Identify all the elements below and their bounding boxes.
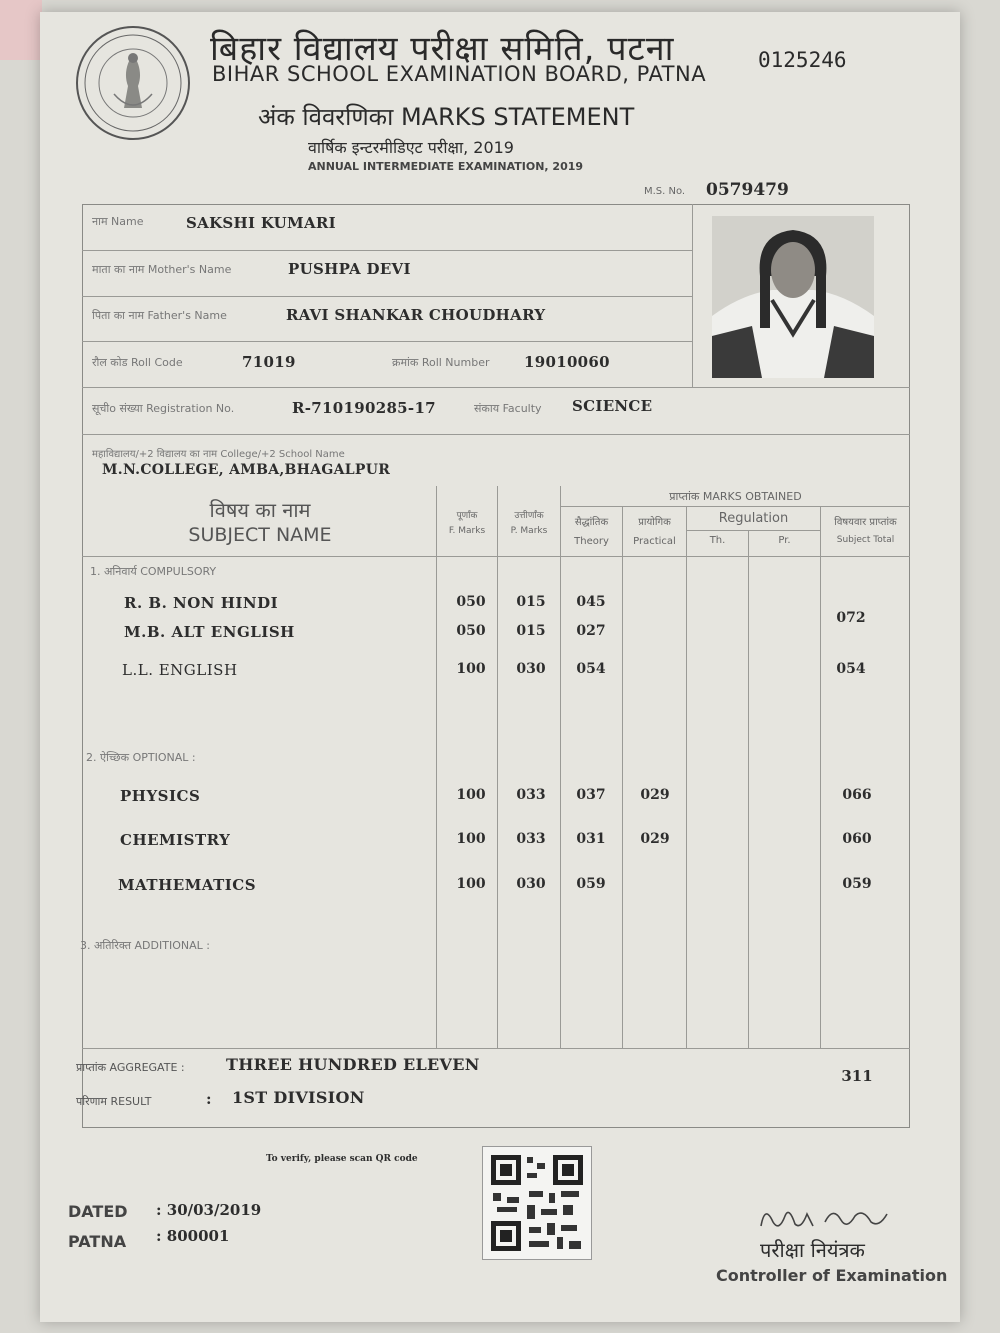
exam-name-hindi: वार्षिक इन्टरमीडिएट परीक्षा, 2019 bbox=[308, 138, 514, 157]
divider bbox=[560, 486, 561, 1048]
faculty-label: संकाय Faculty bbox=[474, 402, 542, 415]
place-label: PATNA bbox=[68, 1232, 127, 1251]
mother-name-label: माता का नाम Mother's Name bbox=[92, 263, 232, 276]
place-value: : 800001 bbox=[156, 1227, 230, 1245]
divider bbox=[82, 341, 692, 342]
subject-header-english: SUBJECT NAME bbox=[188, 524, 332, 546]
verify-instruction: To verify, please scan QR code bbox=[266, 1154, 418, 1164]
additional-section-label: 3. अतिरिक्त ADDITIONAL : bbox=[80, 939, 210, 952]
theory-marks: 031 bbox=[576, 831, 606, 847]
theory-marks: 059 bbox=[576, 876, 606, 892]
pass-marks-header: P. Marks bbox=[510, 526, 548, 536]
divider bbox=[82, 434, 910, 435]
regulation-theory-header: Th. bbox=[709, 535, 726, 546]
subject-total: 059 bbox=[842, 876, 872, 892]
subject-total-header-hindi: विषयवार प्राप्तांक bbox=[834, 517, 897, 528]
theory-marks: 045 bbox=[576, 594, 606, 610]
controller-title-hindi: परीक्षा नियंत्रक bbox=[760, 1238, 865, 1262]
divider bbox=[686, 530, 820, 531]
father-name-label: पिता का नाम Father's Name bbox=[92, 309, 227, 322]
subject-total-header: Subject Total bbox=[836, 535, 895, 545]
divider bbox=[560, 506, 910, 507]
board-name-hindi: बिहार विद्यालय परीक्षा समिति, पटना bbox=[210, 29, 675, 69]
subject-name: CHEMISTRY bbox=[120, 831, 231, 849]
registration-number: R-710190285-17 bbox=[292, 399, 436, 417]
result: 1ST DIVISION bbox=[232, 1088, 365, 1107]
ms-no-value: 0579479 bbox=[706, 180, 789, 200]
subject-header-hindi: विषय का नाम bbox=[209, 498, 311, 522]
divider bbox=[436, 486, 437, 1048]
divider bbox=[748, 530, 749, 1048]
background-corner bbox=[0, 0, 42, 60]
divider bbox=[82, 250, 692, 251]
full-marks: 050 bbox=[456, 623, 486, 639]
pass-marks: 015 bbox=[516, 623, 546, 639]
combined-subject-total: 072 bbox=[836, 610, 866, 626]
faculty: SCIENCE bbox=[572, 397, 653, 415]
student-name: SAKSHI KUMARI bbox=[186, 214, 336, 232]
divider bbox=[686, 506, 687, 1048]
controller-title: Controller of Examination bbox=[716, 1266, 948, 1285]
aggregate-total: 311 bbox=[841, 1067, 873, 1085]
mother-name: PUSHPA DEVI bbox=[288, 260, 411, 278]
pass-marks: 030 bbox=[516, 876, 546, 892]
student-photo bbox=[712, 216, 874, 378]
result-separator: : bbox=[206, 1090, 212, 1108]
ms-no-label: M.S. No. bbox=[644, 186, 686, 197]
practical-header-hindi: प्रायोगिक bbox=[638, 517, 671, 528]
divider bbox=[692, 204, 693, 387]
dated-label: DATED bbox=[68, 1202, 128, 1221]
marks-obtained-header: प्राप्तांक MARKS OBTAINED bbox=[669, 490, 802, 503]
divider bbox=[622, 506, 623, 1048]
pass-marks: 033 bbox=[516, 787, 546, 803]
divider bbox=[82, 387, 910, 388]
document-title: अंक विवरणिका MARKS STATEMENT bbox=[258, 103, 635, 131]
pass-marks: 030 bbox=[516, 661, 546, 677]
qr-code bbox=[482, 1146, 592, 1260]
roll-code-label: रौल कोड Roll Code bbox=[92, 356, 183, 369]
board-seal-icon bbox=[74, 24, 192, 142]
roll-code: 71019 bbox=[242, 353, 296, 371]
subject-name: MATHEMATICS bbox=[118, 876, 257, 894]
full-marks: 100 bbox=[456, 876, 486, 892]
practical-marks: 029 bbox=[640, 787, 670, 803]
dated-value: : 30/03/2019 bbox=[156, 1201, 262, 1219]
full-marks: 100 bbox=[456, 831, 486, 847]
pass-marks-header-hindi: उत्तीर्णांक bbox=[514, 511, 544, 521]
subject-name: PHYSICS bbox=[120, 787, 201, 805]
subject-total: 054 bbox=[836, 661, 866, 677]
divider bbox=[82, 1048, 910, 1049]
practical-marks: 029 bbox=[640, 831, 670, 847]
compulsory-section-label: 1. अनिवार्य COMPULSORY bbox=[90, 565, 217, 578]
full-marks: 100 bbox=[456, 661, 486, 677]
full-marks-header: F. Marks bbox=[448, 526, 486, 536]
subject-name: L.L. ENGLISH bbox=[122, 661, 238, 679]
pass-marks: 015 bbox=[516, 594, 546, 610]
full-marks: 100 bbox=[456, 787, 486, 803]
theory-header: Theory bbox=[574, 536, 609, 547]
divider bbox=[82, 296, 692, 297]
aggregate-label: प्राप्तांक AGGREGATE : bbox=[76, 1061, 185, 1074]
college-name: M.N.COLLEGE, AMBA,BHAGALPUR bbox=[102, 462, 391, 478]
name-label: नाम Name bbox=[92, 215, 144, 228]
regulation-header: Regulation bbox=[718, 511, 789, 526]
practical-header: Practical bbox=[633, 536, 676, 547]
full-marks: 050 bbox=[456, 594, 486, 610]
result-label: परिणाम RESULT bbox=[76, 1095, 152, 1108]
divider bbox=[82, 556, 910, 557]
divider bbox=[820, 506, 821, 1048]
father-name: RAVI SHANKAR CHOUDHARY bbox=[286, 306, 546, 324]
theory-marks: 054 bbox=[576, 661, 606, 677]
theory-header-hindi: सैद्धांतिक bbox=[574, 517, 609, 528]
full-marks-header-hindi: पूर्णांक bbox=[456, 511, 478, 521]
serial-number: 0125246 bbox=[758, 48, 847, 72]
exam-name-english: ANNUAL INTERMEDIATE EXAMINATION, 2019 bbox=[308, 160, 584, 173]
subject-name: M.B. ALT ENGLISH bbox=[124, 623, 295, 641]
registration-label: सूचीo संख्या Registration No. bbox=[92, 402, 235, 415]
aggregate-in-words: THREE HUNDRED ELEVEN bbox=[226, 1055, 480, 1074]
subject-name: R. B. NON HINDI bbox=[124, 594, 279, 612]
roll-number-label: क्रमांक Roll Number bbox=[392, 356, 490, 369]
board-name-english: BIHAR SCHOOL EXAMINATION BOARD, PATNA bbox=[212, 62, 707, 86]
roll-number: 19010060 bbox=[524, 353, 610, 371]
subject-total: 060 bbox=[842, 831, 872, 847]
divider bbox=[497, 486, 498, 1048]
subject-total: 066 bbox=[842, 787, 872, 803]
regulation-practical-header: Pr. bbox=[778, 535, 791, 546]
college-label: महाविद्यालय/+2 विद्यालय का नाम College/+2 School Name bbox=[92, 449, 345, 460]
optional-section-label: 2. ऐच्छिक OPTIONAL : bbox=[86, 751, 196, 764]
pass-marks: 033 bbox=[516, 831, 546, 847]
theory-marks: 027 bbox=[576, 623, 606, 639]
theory-marks: 037 bbox=[576, 787, 606, 803]
